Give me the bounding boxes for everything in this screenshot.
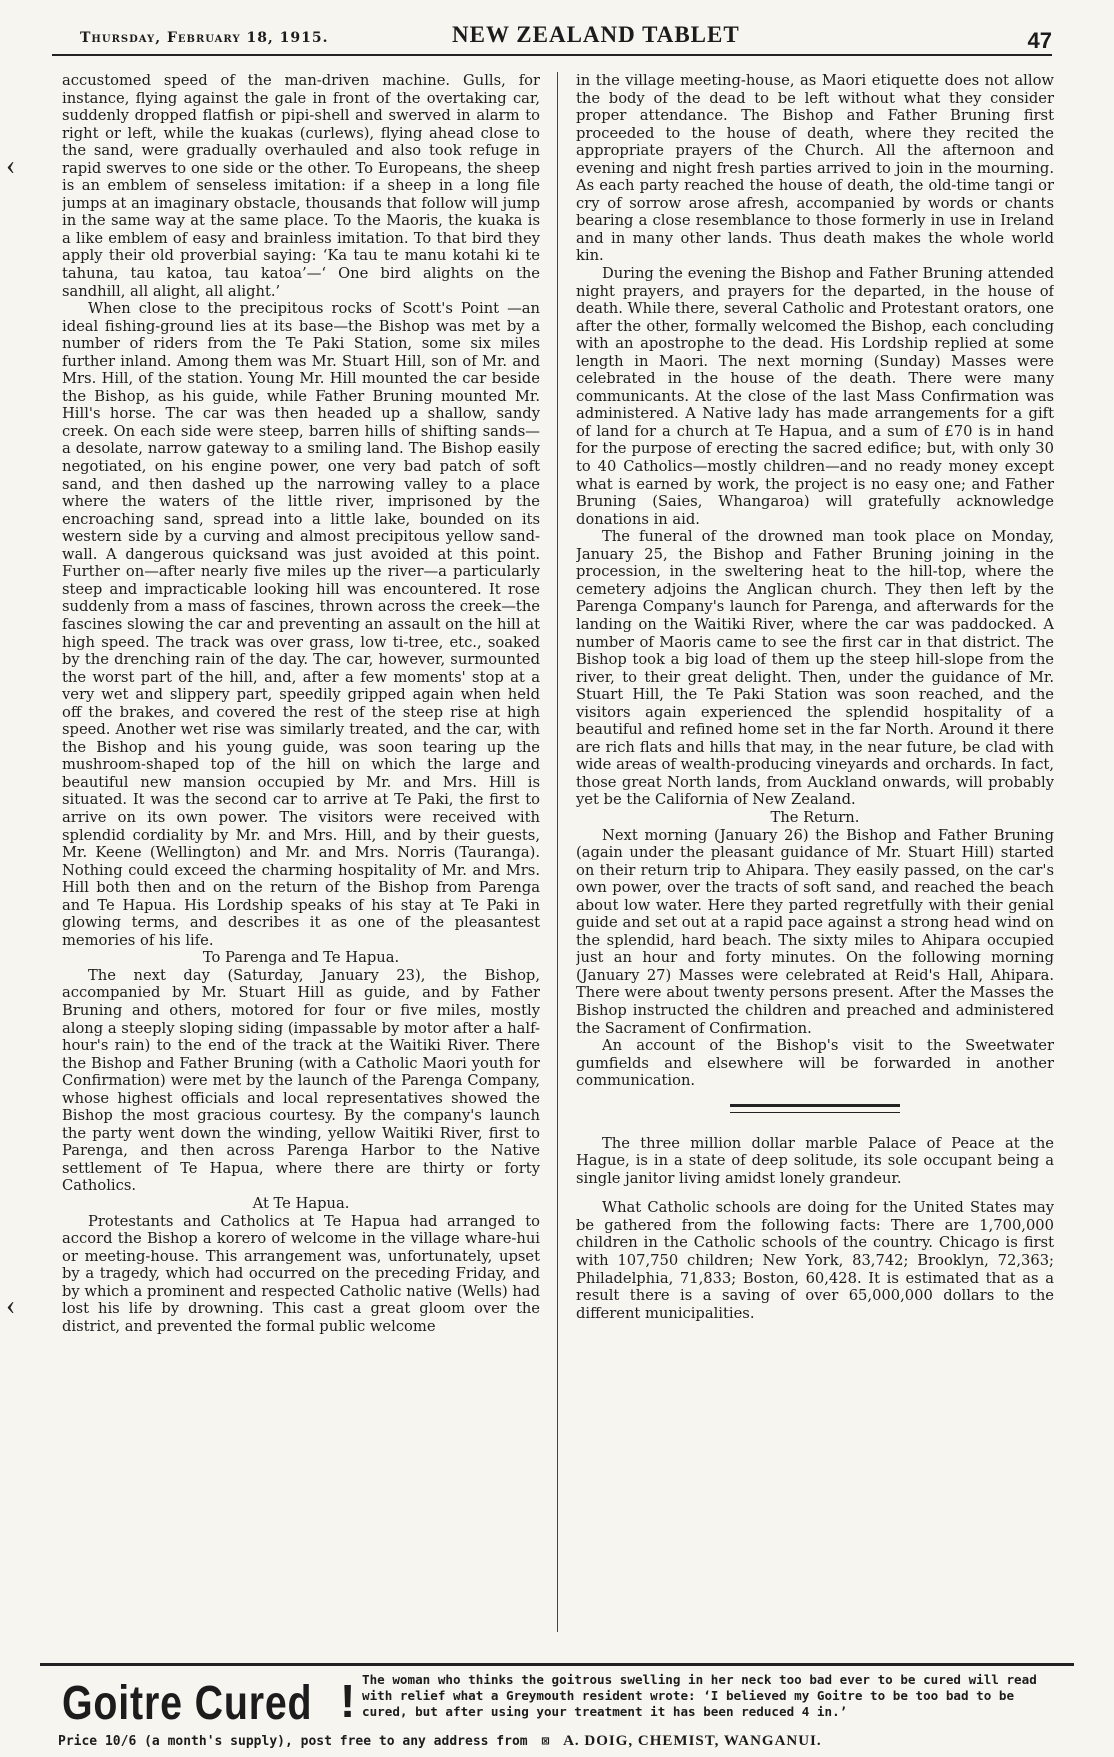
left-column [62, 72, 540, 1632]
page-header [52, 20, 1052, 56]
news-item: What Catholic schools are doing for the United States may be gathered from the following facts: There are 1,700,000 children in the Catholic schools of the country. Chicago is first with 107,750 children; New York, 83,742; Brooklyn, 72,363; Philadelphia, 71,833; Boston, 60,428. It is estimated that as a result there is a saving of over 65,000,000 dollars to the different municipalities. [576, 1199, 1054, 1322]
article-paragraph: During the evening the Bishop and Father Bruning attended night prayers, and prayers for the departed, in the house of death. While there, several Catholic and Protestant orators, one after the other, formally welcomed the Bishop, each concluding with an apostrophe to the dead. His Lordship replied at some length in Maori. The next morning (Sunday) Masses were celebrated in the house of the death. There were many communicants. At the close of the last Mass Confirmation was administered. A Native lady has made arrangements for a gift of land for a church at Te Hapua, and a sum of £70 is in hand for the purpose of erecting the sacred edifice; but, with only 30 to 40 Catholics—mostly children—and no ready money except what is earned by work, the project is no easy one; and Father Bruning (Saies, Whangaroa) will gratefully acknowledge donations in aid. [576, 265, 1054, 528]
ad-price-line [58, 1733, 1068, 1750]
page-number: 47 [1027, 28, 1052, 53]
ad-testimonial: The woman who thinks the goitrous swelling in her neck too bad ever to be cured will read with relief what a Greymouth resident wrote: ‘I believed my Goitre to be too bad to be cured, but after using your treatment it has been reduced 4 in.’ [362, 1672, 1037, 1719]
ad-exclamation: ! [340, 1675, 356, 1727]
ad-headline: Goitre Cured [62, 1677, 313, 1730]
article-paragraph: When close to the precipitous rocks of Scott's Point —an ideal fishing-ground lies at its base—the Bishop was met by a number of riders from the Te Paki Station, some six miles further inland. Among them was Mr. Stuart Hill, son of Mr. and Mrs. Hill, of the station. Young Mr. Hill mounted the car beside the Bishop, as his guide, while Father Bruning mounted Mr. Hill's horse. The car was then headed up a shallow, sandy creek. On each side were steep, barren hills of shifting sands—a desolate, narrow gateway to a smiling land. The Bishop easily negotiated, on his engine power, one very bad patch of soft sand, and then dashed up the narrowing valley to a place where the waters of the little river, imprisoned by the encroaching sand, spread into a little lake, bounded on its western side by a curving and almost precipitous yellow sand-wall. A dangerous quicksand was just avoided at this point. Further on—after nearly five miles up the river—a particularly steep and impracticable looking hill was encountered. It rose suddenly from a mass of fascines, thrown across the creek—the fascines slowing the car and preventing an assault on the hill at high speed. The track was over grass, low ti-tree, etc., soaked by the drenching rain of the day. The car, however, surmounted the worst part of the hill, and, after a few moments' stop at a very wet and slippery part, speedily gripped again when held off the brakes, and covered the rest of the steep rise at high speed. Another wet rise was similarly treated, and the car, with the Bishop and his young guide, was soon tearing up the mushroom-shaped top of the hill on which the large and beautiful new mansion occupied by Mr. and Mrs. Hill is situated. It was the second car to arrive at Te Paki, the first to arrive on its own power. The visitors were received with splendid cordiality by Mr. and Mrs. Hill, and by their guests, Mr. Keene (Wellington) and Mr. and Mrs. Norris (Tauranga). Nothing could exceed the charming hospitality of Mr. and Mrs. Hill both then and on the return of the Bishop from Parenga and Te Hapua. His Lordship speaks of his stay at Te Paki in glowing terms, and describes it as one of the pleasantest memories of his life. [62, 300, 540, 949]
article-paragraph: The next day (Saturday, January 23), the Bishop, accompanied by Mr. Stuart Hill as guide, and by Father Bruning and others, motored for four or five miles, mostly along a steeply sloping siding (impassable by motor after a half-hour's rain) to the end of the track at the Waitiki River. There the Bishop and Father Bruning (with a Catholic Maori youth for Confirmation) were met by the launch of the Parenga Company, whose highest officials and local representatives showed the Bishop the most gracious courtesy. By the company's launch the party went down the winding, yellow Waitiki River, first to Parenga, and then across Parenga Harbor to the Native settlement of Te Hapua, where there are thirty or forty Catholics. [62, 966, 540, 1195]
margin-mark-bottom: ‹ [6, 1290, 16, 1321]
article-paragraph: Next morning (January 26) the Bishop and Father Bruning (again under the pleasant guidance of Mr. Stuart Hill) started on their return trip to Ahipara. They easily passed, on the car's own power, over the tracts of soft sand, and reached the beach about low water. Here they parted regretfully with their genial guide and set out at a rapid pace against a strong head wind on the splendid, hard beach. The sixty miles to Ahipara occupied just an hour and forty minutes. On the following morning (January 27) Masses were celebrated at Reid's Hall, Ahipara. There were about twenty persons present. After the Masses the Bishop instructed the children and preached and administered the Sacrament of Confirmation. [576, 826, 1054, 1037]
ad-price: Price 10/6 (a month's supply), post free to any address from [58, 1734, 528, 1749]
section-heading: The Return. [770, 808, 860, 826]
column-divider [557, 72, 558, 1632]
advertisement [40, 1663, 1074, 1752]
section-heading: To Parenga and Te Hapua. [202, 949, 400, 967]
news-item: The three million dollar marble Palace of Peace at the Hague, is in a state of deep solitude, its sole occupant being a single janitor living amidst lonely grandeur. [576, 1134, 1054, 1187]
right-column [576, 72, 1054, 1632]
section-separator [730, 1104, 900, 1113]
header-date: Thursday, February 18, 1915. [80, 30, 329, 46]
margin-mark-top: ‹ [6, 150, 16, 181]
masthead-title: NEW ZEALAND TABLET [452, 22, 740, 47]
article-paragraph: Protestants and Catholics at Te Hapua had arranged to accord the Bishop a korero of welcome in the village whare-hui or meeting-house. This arrangement was, unfortunately, upset by a tragedy, which had occurred on the preceding Friday, and by which a prominent and respected Catholic native (Wells) had lost his life by drowning. This cast a great gloom over the district, and prevented the formal public welcome [62, 1212, 540, 1335]
article-paragraph: accustomed speed of the man-driven machine. Gulls, for instance, flying against the gale in front of the overtaking car, suddenly dropped flatfish or pipi-shell and swerved in alarm to right or left, while the kuakas (curlews), flying ahead close to the sand, were gradually overhauled and also took refuge in rapid swerves to one side or the other. To Europeans, the sheep is an emblem of senseless imitation: if a sheep in a long file jumps at an imaginary obstacle, thousands that follow will jump in the same way at the same place. To the Maoris, the kuaka is a like emblem of easy and brainless imitation. To that bird they apply their old proverbial saying: ‘Ka tau te manu kotahi ki te tahuna, tau katoa, tau katoa’—‘ One bird alights on the sandhill, all alight, all alight.’ [62, 72, 540, 300]
article-paragraph: The funeral of the drowned man took place on Monday, January 25, the Bishop and Father Bruning joining in the procession, in the sweltering heat to the hill-top, where the cemetery adjoins the Anglican church. They then left by the Parenga Company's launch for Parenga, and afterwards for the landing on the Waitiki River, where the car was paddocked. A number of Maoris came to see the first car in that district. The Bishop took a big load of them up the steep hill-slope from the river, to their great delight. Then, under the guidance of Mr. Stuart Hill, the Te Paki Station was soon reached, and the visitors again experienced the splendid hospitality of a beautiful and refined home set in the far North. Around it there are rich flats and hills that may, in the near future, be clad with wide areas of wealth-producing vineyards and orchards. In fact, those great North lands, from Auckland onwards, will probably yet be the California of New Zealand. [576, 528, 1054, 809]
section-heading: At Te Hapua. [252, 1195, 350, 1212]
article-paragraph: in the village meeting-house, as Maori etiquette does not allow the body of the dead to be left without what they consider proper attendance. The Bishop and Father Bruning first proceeded to the house of death, where they recited the appropriate prayers of the Church. All the afternoon and evening and night fresh parties arrived to join in the mourning. As each party reached the house of death, the old-time tangi or cry of sorrow arose afresh, accompanied by words or chants bearing a close resemblance to those formerly in use in Ireland and in many other lands. Thus death makes the whole world kin. [576, 72, 1054, 265]
article-paragraph: An account of the Bishop's visit to the Sweetwater gumfields and elsewhere will be forwarded in another communication. [576, 1037, 1054, 1090]
spacer [576, 1187, 1054, 1199]
ad-chemist: A. DOIG, CHEMIST, WANGANUI. [563, 1733, 822, 1749]
ad-symbol-icon: ⊠ [541, 1734, 550, 1749]
